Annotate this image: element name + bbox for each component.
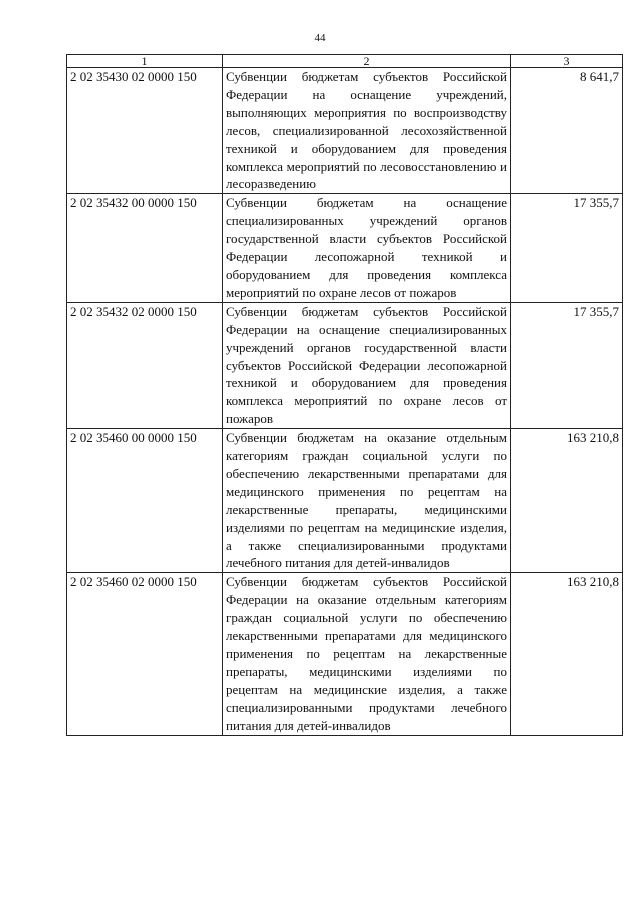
item-amount: 17 355,7 [511,302,623,428]
budget-code: 2 02 35432 02 0000 150 [67,302,223,428]
table-row [67,194,623,302]
budget-table [66,54,623,736]
item-amount: 8 641,7 [511,68,623,194]
budget-code: 2 02 35432 00 0000 150 [67,194,223,302]
column-header-code: 1 [67,55,223,68]
item-description: Субвенции бюджетам на оснащение специализированных учреждений органов государственной власти субъектов Российской Федерации лесопожарной техникой и оборудованием для проведения комплекса мероприятий по охране лесов от пожаров [223,194,511,302]
item-description: Субвенции бюджетам на оказание отдельным категориям граждан социальной услуги по обеспечению лекарственными препаратами для медицинского применения по рецептам на лекарственные препараты, медицинскими изделиями по рецептам на медицинские изделия, а также специализированными продуктами лечебного питания для детей-инвалидов [223,429,511,573]
item-description: Субвенции бюджетам субъектов Российской Федерации на оснащение специализированных учреждений органов государственной власти субъектов Российской Федерации лесопожарной техникой и оборудованием для проведения комплекса мероприятий по охране лесов от пожаров [223,302,511,428]
item-amount: 163 210,8 [511,429,623,573]
page-number: 44 [314,32,326,44]
budget-code: 2 02 35460 02 0000 150 [67,573,223,735]
budget-code: 2 02 35460 00 0000 150 [67,429,223,573]
header-row [67,55,623,68]
item-amount: 17 355,7 [511,194,623,302]
table-row [67,429,623,573]
column-header-description: 2 [223,55,511,68]
item-description: Субвенции бюджетам субъектов Российской Федерации на оказание отдельным категориям граждан социальной услуги по обеспечению лекарственными препаратами для медицинского применения по рецептам на лекарственные препараты, медицинскими изделиями по рецептам на медицинские изделия, а также специализированными продуктами лечебного питания для детей-инвалидов [223,573,511,735]
item-description: Субвенции бюджетам субъектов Российской Федерации на оснащение учреждений, выполняющих мероприятия по воспроизводству лесов, специализированной лесохозяйственной техникой и оборудованием для проведения комплекса мероприятий по лесовосстановлению и лесоразведению [223,68,511,194]
table-row [67,573,623,735]
item-amount: 163 210,8 [511,573,623,735]
budget-code: 2 02 35430 02 0000 150 [67,68,223,194]
table-row [67,302,623,428]
table-row [67,68,623,194]
column-header-amount: 3 [511,55,623,68]
